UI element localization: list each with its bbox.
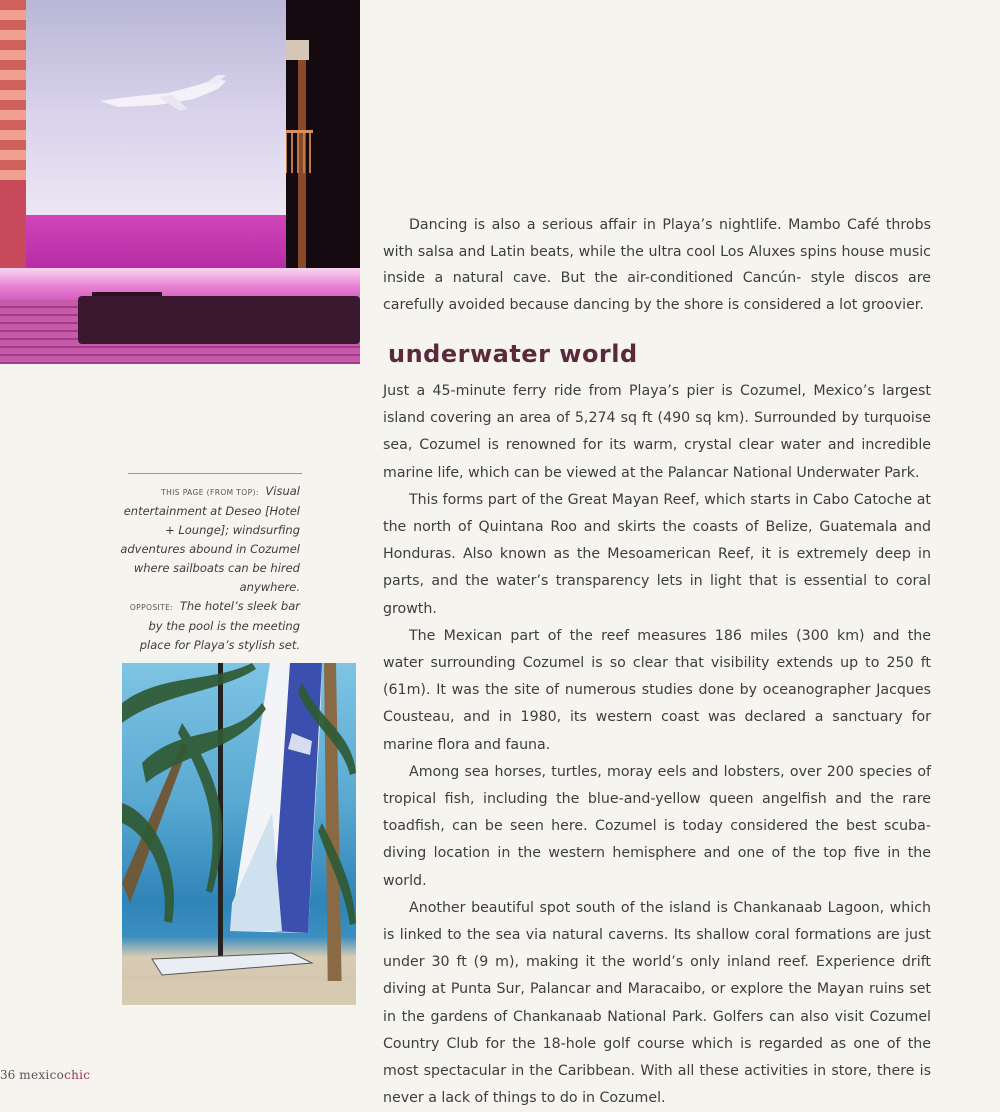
page-number: 36 [0,1068,16,1082]
brand-mexico: mexico [19,1068,65,1082]
catamaran-photo [122,663,356,1005]
page-folio [0,1068,90,1082]
lounge-photo [0,0,360,364]
section-heading: underwater world [388,340,638,368]
photo-caption [120,482,300,655]
main-column [383,378,931,1112]
intro-paragraph: Dancing is also a serious affair in Playa’s nightlife. Mambo Café throbs with salsa and Latin beats, while the ultra cool Los Aluxes spins house music inside a natural cave. But the air-conditioned Cancún- style discos are carefully avoided because dancing by the shore is considered a lot groovier. [383,217,931,313]
body-paragraph-4: Among sea horses, turtles, moray eels and lobsters, over 200 species of tropical fish, including the blue-and-yellow queen angelfish and the rare toadfish, can be seen here. Cozumel is today considered the best scuba-diving location in the western hemisphere and one of the top five in the world. [383,763,931,889]
caption-text-this-page: Visual entertainment at Deseo [Hotel + Lounge]; windsurfing adventures abound in Cozumel where sailboats can be hired anywhere. [120,484,300,594]
caption-label-opposite: OPPOSITE: [129,603,174,612]
caption-text-opposite: The hotel’s sleek bar by the pool is the meeting place for Playa’s stylish set. [139,599,300,652]
body-paragraph-3: The Mexican part of the reef measures 186 miles (300 km) and the water surrounding Cozumel is so clear that visibility extends up to 250 ft (61m). It was the site of numerous studies done by oceanographer Jacques Cousteau, and in 1980, its western coast was declared a sanctuary for marine flora and fauna. [383,627,931,753]
caption-rule [128,473,302,474]
body-paragraph-5: Another beautiful spot south of the island is Chankanaab Lagoon, which is linked to the sea via natural caverns. Its shallow coral formations are just under 30 ft (9 m), making it the world’s only inland reef. Experience drift diving at Punta Sur, Palancar and Maracaibo, or explore the Mayan ruins set in the gardens of Chankanaab National Park. Golfers can also visit Cozumel Country Club for the 18-hole golf course which is regarded as one of the most spectacular in the Caribbean. With all these activities in store, there is never a lack of things to do in Cozumel. [383,899,931,1107]
brand-chic: chic [64,1068,91,1082]
brand-name [19,1068,90,1082]
intro-column [383,212,931,318]
catamaran-scene [122,663,356,1005]
body-paragraph-1: Just a 45-minute ferry ride from Playa’s pier is Cozumel, Mexico’s largest island covering an area of 5,274 sq ft (490 sq km). Surrounded by turquoise sea, Cozumel is renowned for its warm, crystal clear water and incredible marine life, which can be viewed at the Palancar National Underwater Park. [383,383,931,481]
airplane-icon [98,75,233,115]
caption-label-this-page: THIS PAGE (FROM TOP): [161,488,259,497]
lounge-sofa [78,296,360,344]
body-paragraph-2: This forms part of the Great Mayan Reef, which starts in Cabo Catoche at the north of Quintana Roo and skirts the coasts of Belize, Guatemala and Honduras. Also known as the Mesoamerican Reef, it is extremely deep in parts, and the water’s transparency lets in light that is essential to coral growth. [383,491,931,617]
